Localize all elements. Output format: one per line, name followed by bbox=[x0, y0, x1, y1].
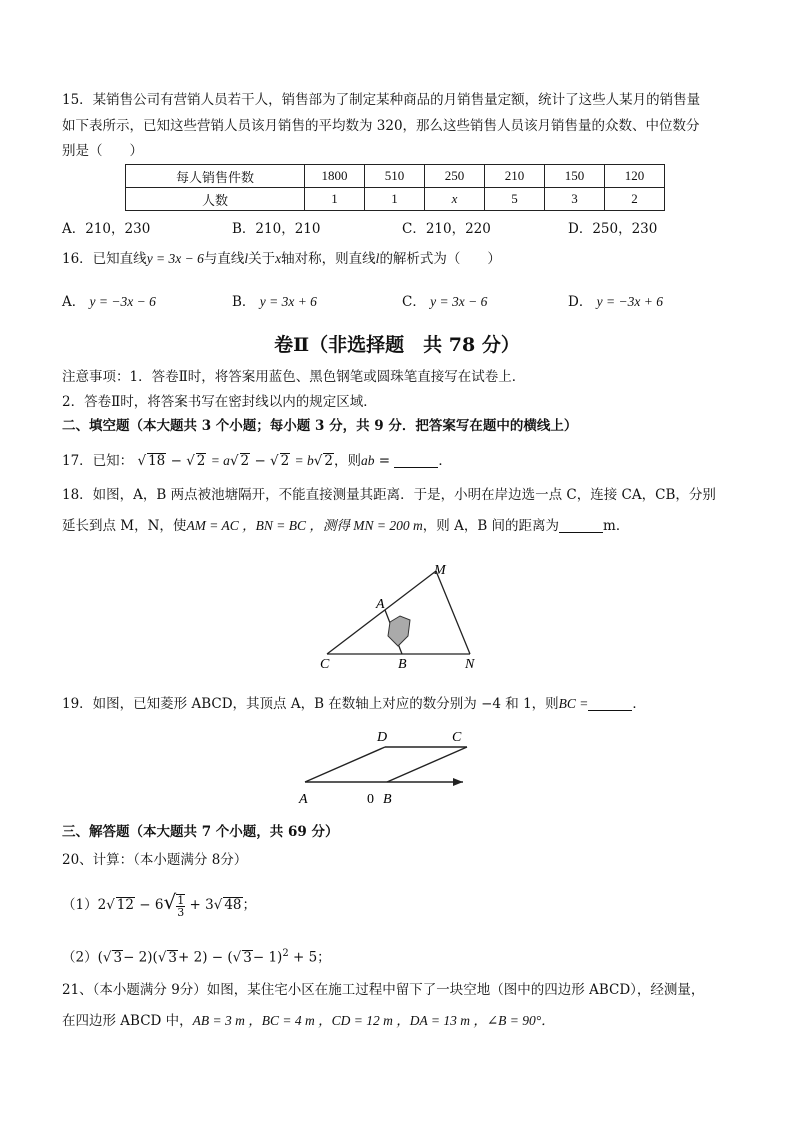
operator: − bbox=[170, 453, 182, 469]
radicand: 3 bbox=[113, 949, 123, 966]
sqrt-sign: √ bbox=[270, 453, 279, 469]
q21-measurements: AB = 3 m ，BC = 4 m ，CD = 12 m ，DA = 13 m ，∠B = 90°． bbox=[192, 1013, 555, 1028]
q20-part1 bbox=[62, 892, 256, 918]
q15-line1: 15．某销售公司有营销人员若干人，销售部为了制定某种商品的月销售量定额，统计了这些人某月的销售量 bbox=[62, 92, 701, 108]
table-cell: 210 bbox=[485, 165, 545, 188]
table-cell: 1 bbox=[305, 188, 365, 211]
radicand: 2 bbox=[240, 453, 250, 469]
product-ab: ab bbox=[361, 453, 375, 468]
table-cell: 3 bbox=[545, 188, 605, 211]
q15-line2: 如下表所示，已知这些营销人员该月销售的平均数为 320，那么这些销售人员该月销售量的众数、中位数分 bbox=[62, 118, 700, 134]
answer-blank[interactable] bbox=[394, 453, 438, 468]
exponent: 2 bbox=[282, 948, 289, 959]
q18-end: m． bbox=[603, 518, 630, 534]
q18-line1: 18．如图，A，B 两点被池塘隔开，不能直接测量其距离．于是，小明在岸边选一点 C，连接 CA，CB，分别 bbox=[62, 487, 716, 503]
q16-text: 关于 bbox=[248, 251, 276, 267]
radicand: 2 bbox=[324, 453, 333, 469]
equals-b: = b bbox=[294, 453, 314, 468]
q17-end: ． bbox=[438, 453, 452, 469]
segment-cm bbox=[327, 571, 436, 654]
q19-end: ． bbox=[632, 696, 646, 712]
q18-text: ，则 A，B 间的距离为 bbox=[422, 518, 560, 534]
q18-line2 bbox=[62, 516, 629, 536]
table-cell: 2 bbox=[605, 188, 665, 211]
q15-option-c: C．210，220 bbox=[402, 221, 491, 237]
q16-x: x bbox=[275, 251, 282, 266]
label-m: M bbox=[434, 563, 446, 578]
fraction bbox=[176, 894, 185, 918]
q16-equation: y = 3x − 6 bbox=[146, 251, 204, 266]
q18-figure bbox=[310, 560, 500, 675]
expr: + 5； bbox=[292, 949, 331, 966]
q15-option-d: D．250，230 bbox=[568, 221, 658, 237]
part-label: （1） bbox=[62, 897, 98, 913]
sqrt-sign: √ bbox=[137, 453, 147, 469]
label-b: B bbox=[398, 657, 407, 672]
sales-table bbox=[125, 164, 665, 211]
q21-line1: 21、（本小题满分 9分）如图，某住宅小区在施工过程中留下了一块空地（图中的四边形 ABCD），经测量， bbox=[62, 982, 705, 998]
expr: − 1) bbox=[252, 949, 283, 966]
expr: − 2)( bbox=[123, 949, 158, 966]
label-c: C bbox=[320, 657, 330, 672]
q16-option-b bbox=[232, 290, 317, 310]
q20-head: 20、计算：（本小题满分 8分） bbox=[62, 852, 248, 868]
table-row bbox=[126, 188, 665, 211]
table-cell: 1800 bbox=[305, 165, 365, 188]
q21-line2 bbox=[62, 1011, 555, 1031]
label-a: A bbox=[376, 597, 385, 612]
q16-text: 与直线 bbox=[203, 251, 245, 267]
part-label: （2） bbox=[62, 949, 98, 966]
label-origin: 0 bbox=[367, 792, 374, 807]
q17-prefix: 17．已知： bbox=[62, 453, 134, 469]
q19-text: 19．如图，已知菱形 ABCD，其顶点 A，B 在数轴上对应的数分别为 −4 和 1，则 bbox=[62, 696, 559, 712]
answer-blank[interactable] bbox=[559, 518, 603, 533]
part2-note2: 2．答卷Ⅱ时，将答案书写在密封线以内的规定区域． bbox=[62, 394, 377, 410]
q15-option-a: A．210，230 bbox=[62, 221, 151, 237]
axis-arrow-icon bbox=[453, 778, 463, 786]
table-cell: 1 bbox=[365, 188, 425, 211]
q16-text: 16．已知直线 bbox=[62, 251, 147, 267]
q16-stem bbox=[62, 249, 501, 269]
label-a: A bbox=[299, 792, 308, 807]
expr: ( bbox=[97, 949, 103, 966]
radicand: 18 bbox=[148, 453, 166, 469]
table-cell: 人数 bbox=[126, 188, 305, 211]
table-cell: 5 bbox=[485, 188, 545, 211]
q19-bc: BC = bbox=[558, 696, 589, 711]
radicand: 2 bbox=[280, 453, 290, 469]
operator: − 6 bbox=[139, 897, 164, 913]
label-d: D bbox=[377, 730, 388, 745]
q16-line-l: l bbox=[375, 251, 380, 266]
q16-option-d bbox=[568, 290, 663, 310]
option-label: D． bbox=[568, 294, 593, 310]
table-row bbox=[126, 165, 665, 188]
sqrt-sign: √ bbox=[163, 890, 177, 914]
table-cell: 150 bbox=[545, 165, 605, 188]
radicand: 12 bbox=[116, 897, 134, 913]
side-bc bbox=[387, 747, 467, 782]
option-equation: y = 3x − 6 bbox=[430, 294, 488, 309]
pond-shape bbox=[388, 616, 410, 646]
sqrt-sign: √ bbox=[186, 453, 195, 469]
q16-line-l: l bbox=[244, 251, 249, 266]
sqrt-sign: √ bbox=[106, 897, 115, 913]
q16-text: 轴对称，则直线 bbox=[281, 251, 376, 267]
sqrt-sign: √ bbox=[229, 453, 239, 469]
equals: = bbox=[378, 453, 391, 469]
q21-text: 在四边形 ABCD 中， bbox=[62, 1013, 193, 1029]
radicand: 3 bbox=[168, 949, 178, 966]
table-cell: x bbox=[425, 188, 485, 211]
table-cell: 250 bbox=[425, 165, 485, 188]
q16-text: 的解析式为（ ） bbox=[379, 251, 501, 267]
q16-option-c bbox=[402, 290, 487, 310]
end-mark: ； bbox=[242, 897, 257, 913]
q18-text: 延长到点 M，N，使 bbox=[62, 518, 187, 534]
q19-figure bbox=[295, 725, 475, 810]
q15-line3: 别是（ ） bbox=[62, 143, 143, 159]
label-n: N bbox=[465, 657, 475, 672]
expr: + 2) − ( bbox=[178, 949, 233, 966]
option-label: C． bbox=[402, 294, 426, 310]
q16-option-a bbox=[62, 290, 156, 310]
label-c: C bbox=[452, 730, 462, 745]
label-b: B bbox=[383, 792, 392, 807]
numerator: 1 bbox=[177, 893, 185, 907]
sqrt-sign: √ bbox=[102, 949, 112, 966]
table-cell: 120 bbox=[605, 165, 665, 188]
option-equation: y = −3x − 6 bbox=[89, 294, 156, 309]
equals-a: = a bbox=[210, 453, 230, 468]
table-cell: 510 bbox=[365, 165, 425, 188]
answer-blank[interactable] bbox=[588, 696, 632, 711]
q19-stem bbox=[62, 694, 646, 714]
q15-option-b: B．210，210 bbox=[232, 221, 321, 237]
part2-title: 卷Ⅱ（非选择题 共 78 分） bbox=[274, 334, 520, 356]
sqrt-sign: √ bbox=[313, 453, 323, 469]
q20-part2 bbox=[62, 944, 331, 968]
part2-note1: 注意事项：1．答卷Ⅱ时，将答案用蓝色、黑色钢笔或圆珠笔直接写在试卷上． bbox=[62, 369, 526, 385]
sqrt-sign: √ bbox=[232, 949, 242, 966]
operator: + 3 bbox=[189, 897, 214, 913]
table-cell: 每人销售件数 bbox=[126, 165, 305, 188]
option-equation: y = 3x + 6 bbox=[259, 294, 317, 309]
q18-conditions: AM = AC ，BN = BC ，测得 MN = 200 m bbox=[186, 518, 423, 533]
denominator: 3 bbox=[177, 905, 185, 919]
option-equation: y = −3x + 6 bbox=[596, 294, 663, 309]
radicand: 48 bbox=[224, 897, 242, 913]
option-label: A． bbox=[62, 294, 86, 310]
segment-mn bbox=[436, 571, 470, 654]
option-label: B． bbox=[232, 294, 256, 310]
operator: − bbox=[254, 453, 266, 469]
sqrt-sign: √ bbox=[157, 949, 167, 966]
section2-title: 二、填空题（本大题共 3 个小题；每小题 3 分，共 9 分．把答案写在题中的横线上） bbox=[62, 418, 578, 434]
q17-stem bbox=[62, 451, 452, 471]
section3-title: 三、解答题（本大题共 7 个小题，共 69 分） bbox=[62, 824, 339, 840]
radicand: 2 bbox=[196, 453, 206, 469]
radicand: 3 bbox=[243, 949, 252, 966]
side-ad bbox=[305, 747, 385, 782]
sqrt-sign: √ bbox=[213, 897, 223, 913]
q17-suffix: ，则 bbox=[334, 453, 361, 469]
coefficient: 2 bbox=[97, 897, 107, 913]
